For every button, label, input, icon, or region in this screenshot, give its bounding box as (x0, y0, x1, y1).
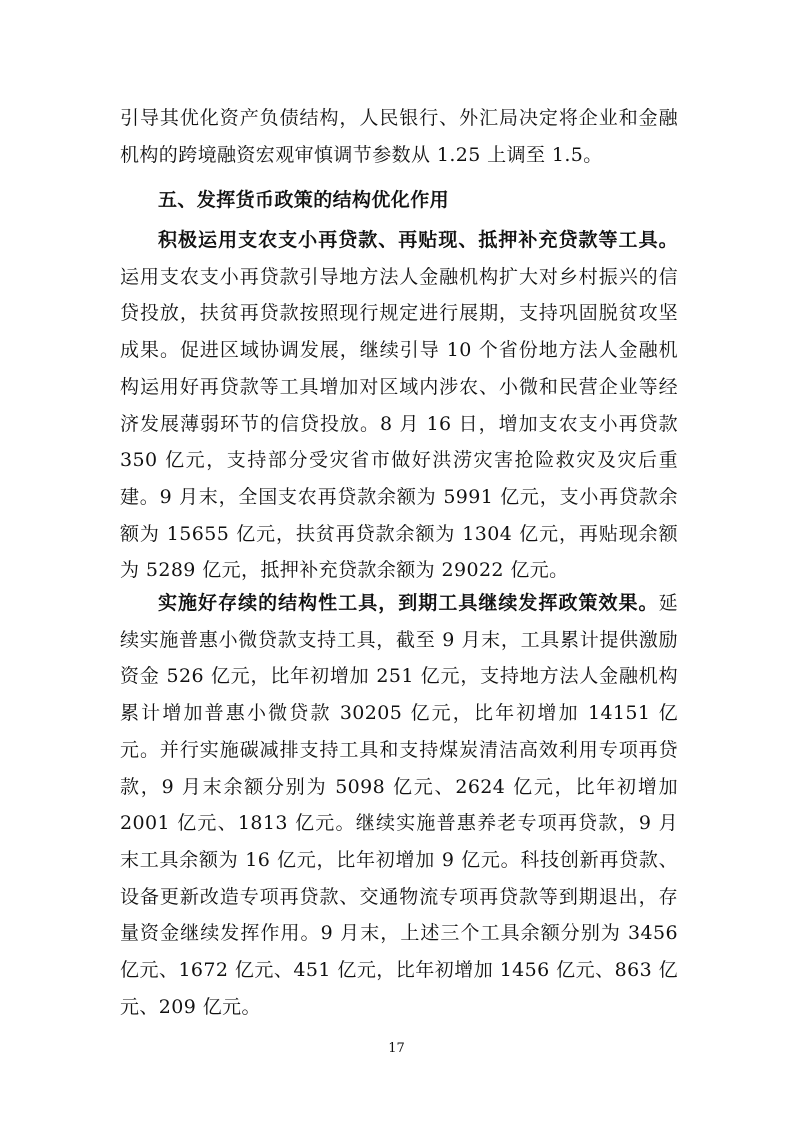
paragraph-lead: 积极运用支农支小再贷款、再贴现、抵押补充贷款等工具。 (158, 229, 678, 251)
paragraph-body: 延续实施普惠小微贷款支持工具，截至 9 月末，工具累计提供激励资金 526 亿元，比年初增加 251 亿元，支持地方法人金融机构累计增加普惠小微贷款 30205 亿元，比年初增加 14151 亿元。并行实施碳减排支持工具和支持煤炭清洁高效利用专项再贷款，9 月末余额分别为 5098 亿元、2624 亿元，比年初增加 2001 亿元、1813 亿元。继续实施普惠养老专项再贷款，9 月末工具余额为 16 亿元，比年初增加 9 亿元。科技创新再贷款、设备更新改造专项再贷款、交通物流专项再贷款等到期退出，存量资金继续发挥作用。9 月末，上述三个工具余额分别为 3456 亿元、1672 亿元、451 亿元，比年初增加 1456 亿元、863 亿元、209 亿元。 (120, 592, 678, 1018)
section-heading: 五、发挥货币政策的结构优化作用 (158, 189, 450, 211)
paragraph-lead: 实施好存续的结构性工具，到期工具继续发挥政策效果。 (158, 592, 659, 614)
paragraph-body: 运用支农支小再贷款引导地方法人金融机构扩大对乡村振兴的信贷投放，扶贫再贷款按照现行规定进行展期，支持巩固脱贫攻坚成果。促进区域协调发展，继续引导 10 个省份地方法人金融机构运用好再贷款等工具增加对区域内涉农、小微和民营企业等经济发展薄弱环节的信贷投放。8 月 16 日，增加支农支小再贷款 350 亿元，支持部分受灾省市做好洪涝灾害抢险救灾及灾后重建。9 月末，全国支农再贷款余额为 5991 亿元，支小再贷款余额为 15655 亿元，扶贫再贷款余额为 1304 亿元，再贴现余额为 5289 亿元，抵押补充贷款余额为 29022 亿元。 (120, 265, 678, 582)
paragraph-relending-tools (120, 222, 678, 589)
paragraph-structural-tools (120, 585, 678, 1025)
page-number: 17 (388, 1041, 405, 1056)
continuation-paragraph: 引导其优化资产负债结构，人民银行、外汇局决定将企业和金融机构的跨境融资宏观审慎调节参数从 1.25 上调至 1.5。 (120, 107, 678, 166)
